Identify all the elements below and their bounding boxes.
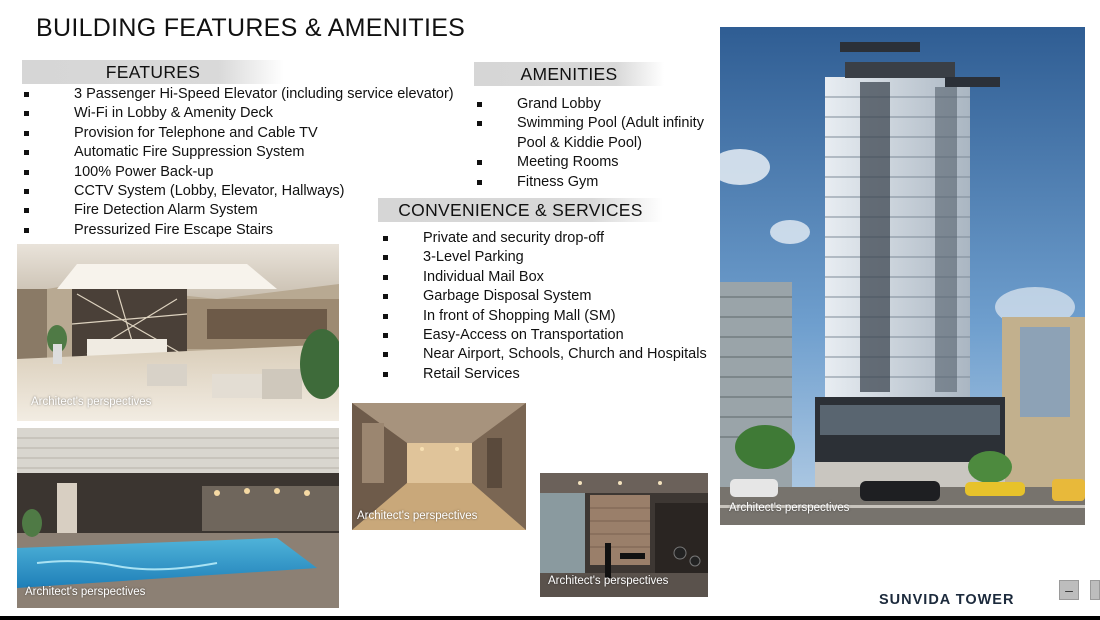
plus-icon[interactable] (1090, 580, 1100, 600)
convenience-heading: CONVENIENCE & SERVICES (378, 198, 663, 222)
gym-photo (540, 473, 708, 597)
photo-caption: Architect's perspectives (357, 510, 478, 522)
list-item: Swimming Pool (Adult infinity Pool & Kiddie Pool) (475, 114, 715, 153)
list-item: CCTV System (Lobby, Elevator, Hallways) (22, 182, 454, 201)
pool-photo (17, 428, 339, 608)
photo-caption: Architect's perspectives (729, 502, 850, 514)
photo-caption: Architect's perspectives (548, 575, 669, 587)
list-item: Fitness Gym (475, 173, 715, 192)
list-item: Wi-Fi in Lobby & Amenity Deck (22, 104, 454, 123)
list-item: Retail Services (381, 365, 707, 384)
list-item: Provision for Telephone and Cable TV (22, 124, 454, 143)
list-item: 100% Power Back-up (22, 163, 454, 182)
list-item: Individual Mail Box (381, 268, 707, 287)
list-item: Easy-Access on Transportation (381, 326, 707, 345)
list-item: Grand Lobby (475, 95, 715, 114)
list-item: 3 Passenger Hi-Speed Elevator (including service elevator) (22, 85, 454, 104)
hallway-photo (352, 403, 526, 530)
list-item: Meeting Rooms (475, 153, 715, 172)
list-item: Fire Detection Alarm System (22, 201, 454, 220)
list-item: Near Airport, Schools, Church and Hospitals (381, 345, 707, 364)
lobby-photo (17, 244, 339, 421)
slide-title: BUILDING FEATURES & AMENITIES (36, 14, 466, 42)
list-item: Pressurized Fire Escape Stairs (22, 221, 454, 240)
list-item: In front of Shopping Mall (SM) (381, 307, 707, 326)
list-item: 3-Level Parking (381, 248, 707, 267)
photo-caption: Architect's perspectives (31, 396, 152, 408)
amenities-heading: AMENITIES (474, 62, 664, 86)
list-item: Automatic Fire Suppression System (22, 143, 454, 162)
amenities-list (475, 95, 715, 192)
features-heading: FEATURES (22, 60, 284, 84)
list-item: Private and security drop-off (381, 229, 707, 248)
bottom-border (0, 616, 1100, 620)
tower-photo (720, 27, 1085, 525)
list-item: Garbage Disposal System (381, 287, 707, 306)
minus-icon[interactable]: – (1059, 580, 1079, 600)
brand-name: SUNVIDA TOWER (879, 592, 1015, 608)
convenience-list (381, 229, 707, 384)
photo-caption: Architect's perspectives (25, 586, 146, 598)
